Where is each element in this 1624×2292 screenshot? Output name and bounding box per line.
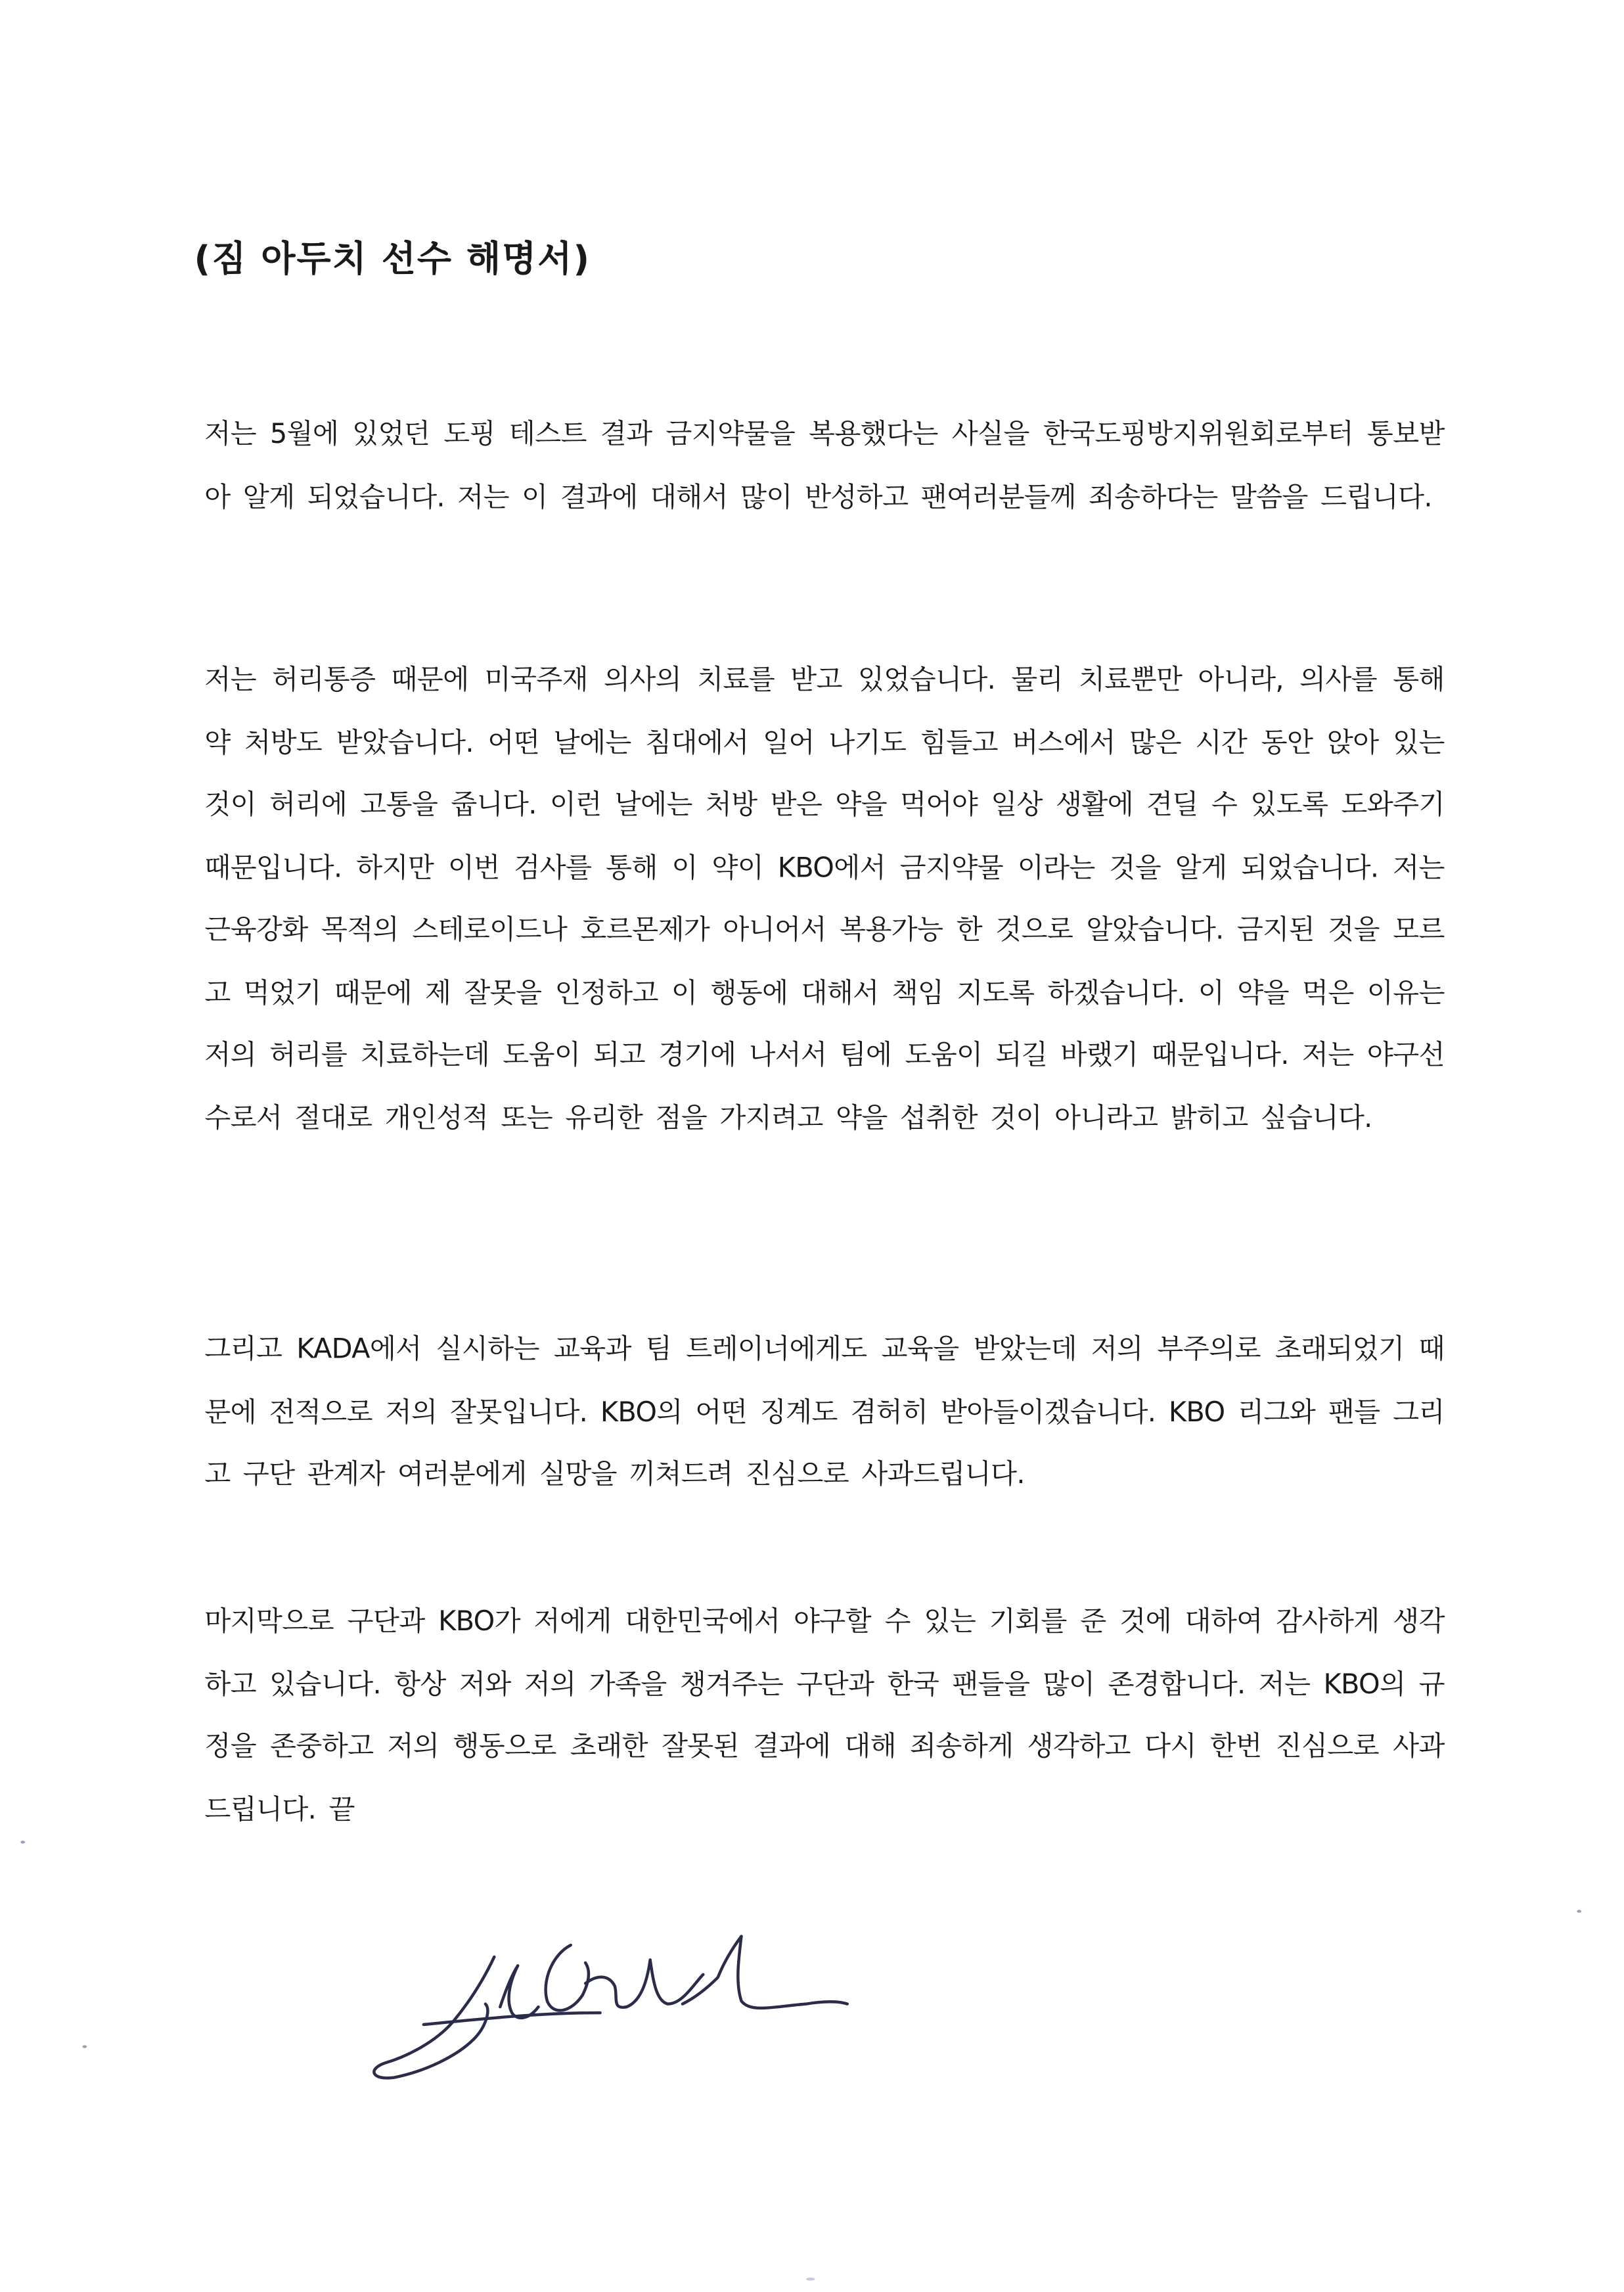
scan-speck: [1577, 1910, 1581, 1912]
paragraph-back-pain-explanation: 저는 허리통증 때문에 미국주재 의사의 치료를 받고 있었습니다. 물리 치료뿐만 아니라, 의사를 통해 약 처방도 받았습니다. 어떤 날에는 침대에서 일어 나기도 힘들고 버스에서 많은 시간 동안 앉아 있는 것이 허리에 고통을 줍니다. 이런 날에는 처방 받은 약을 먹어야 일상 생활에 견딜 수 있도록 도와주기 때문입니다. 하지만 이번 검사를 통해 이 약이 KBO에서 금지약물 이라는 것을 알게 되었습니다. 저는 근육강화 목적의 스테로이드나 호르몬제가 아니어서 복용가능 한 것으로 알았습니다. 금지된 것을 모르고 먹었기 때문에 제 잘못을 인정하고 이 행동에 대해서 책임 지도록 하겠습니다. 이 약을 먹은 이유는 저의 허리를 치료하는데 도움이 되고 경기에 나서서 팀에 도움이 되길 바랬기 때문입니다. 저는 야구선수로서 절대로 개인성적 또는 유리한 점을 가지려고 약을 섭취한 것이 아니라고 밝히고 싶습니다.: [204, 665, 1445, 1134]
document-title: (짐 아두치 선수 해명서): [194, 238, 591, 280]
scan-speck: [20, 1841, 25, 1843]
scan-speck: [82, 2045, 87, 2048]
paragraph-responsibility: 그리고 KADA에서 실시하는 교육과 팀 트레이너에게도 교육을 받았는데 저의 부주의로 초래되었기 때문에 전적으로 저의 잘못입니다. KBO의 어떤 징계도 겸허히 받아들이겠습니다. KBO 리그와 팬들 그리고 구단 관계자 여러분에게 실망을 끼쳐드려 진심으로 사과드립니다.: [204, 1334, 1445, 1491]
paragraph-closing-apology: 마지막으로 구단과 KBO가 저에게 대한민국에서 야구할 수 있는 기회를 준 것에 대하여 감사하게 생각하고 있습니다. 항상 저와 저의 가족을 챙겨주는 구단과 한국 팬들을 많이 존경합니다. 저는 KBO의 규정을 존중하고 저의 행동으로 초래한 잘못된 결과에 대해 죄송하게 생각하고 다시 한번 진심으로 사과 드립니다. 끝: [204, 1607, 1445, 1825]
scan-speck: [806, 2278, 815, 2280]
paragraph-doping-test-notice: 저는 5월에 있었던 도핑 테스트 결과 금지약물을 복용했다는 사실을 한국도핑방지위원회로부터 통보받아 알게 되었습니다. 저는 이 결과에 대해서 많이 반성하고 팬여러분들께 죄송하다는 말씀을 드립니다.: [204, 419, 1445, 513]
handwritten-signature: [365, 1915, 850, 2107]
